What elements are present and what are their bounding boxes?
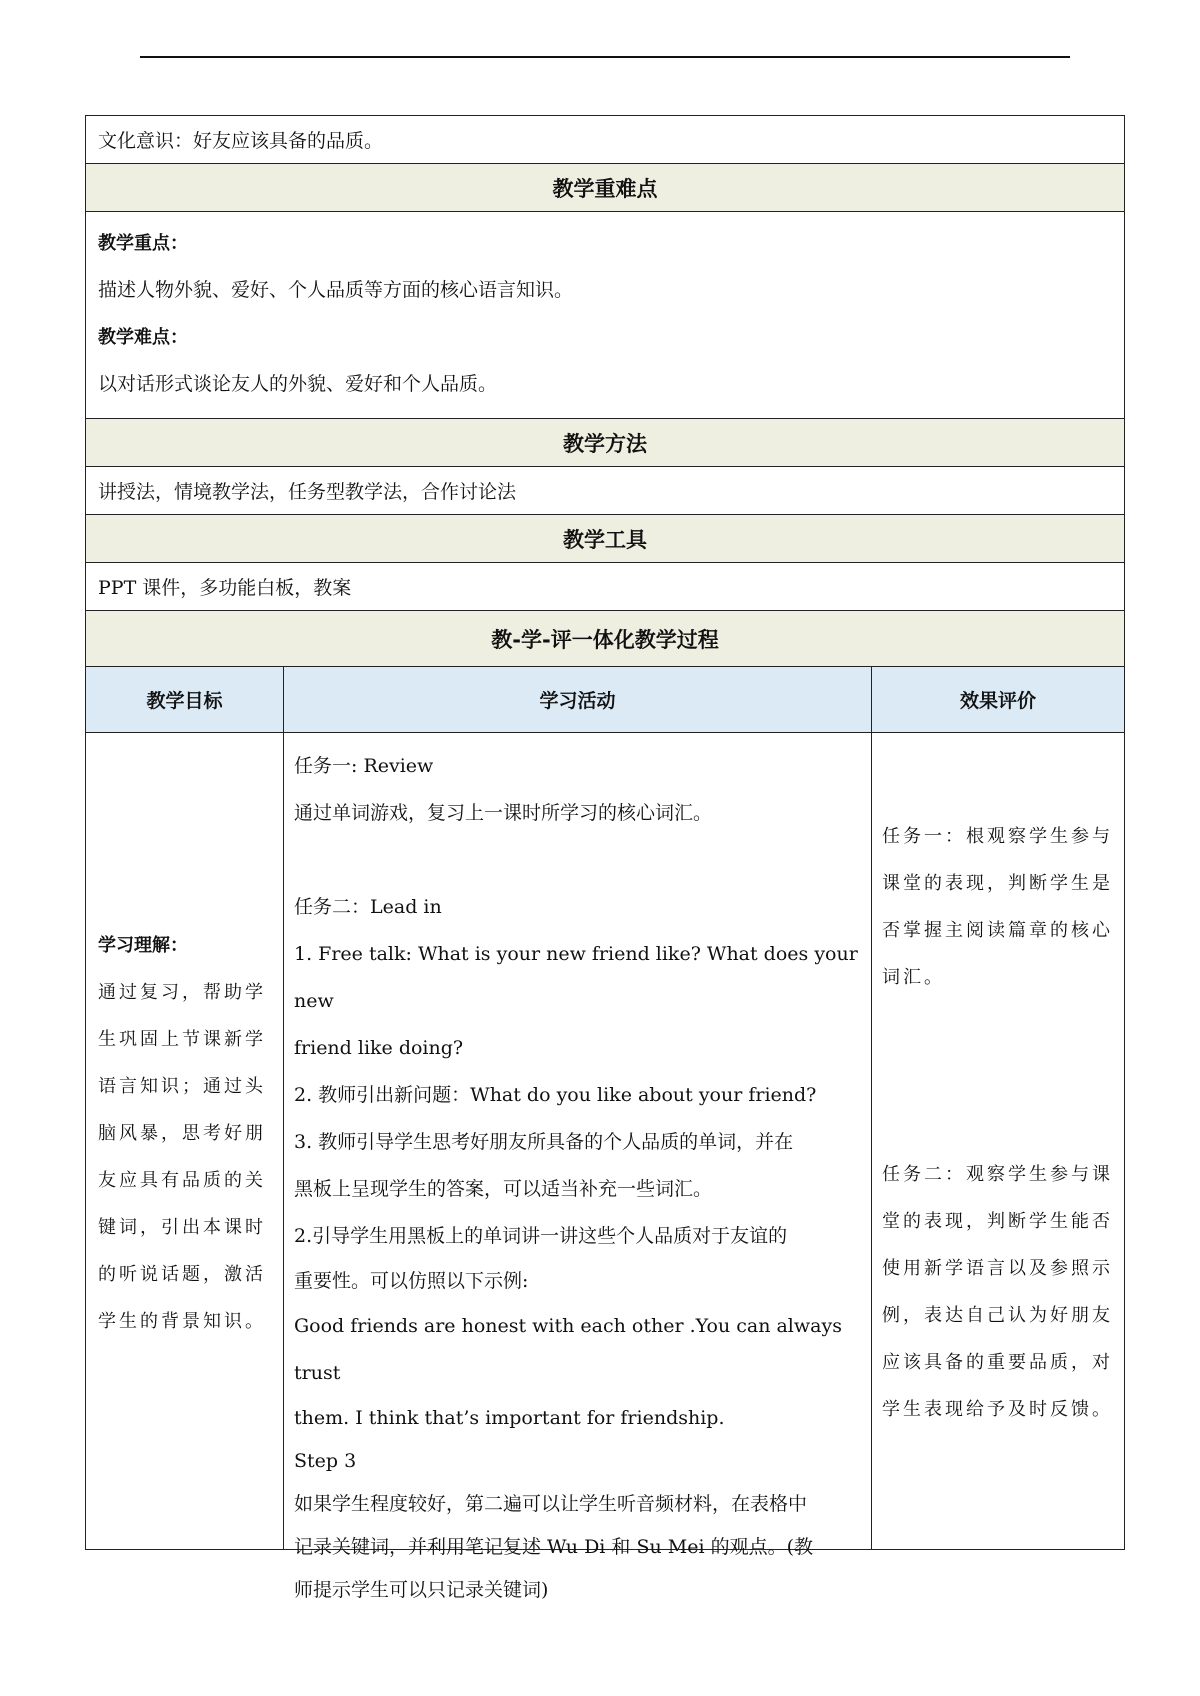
activity-line: Step 3 [294, 1450, 357, 1472]
methods-row [86, 467, 1124, 515]
tools-text: PPT 课件，多功能白板，教案 [98, 577, 352, 599]
activity-line: 2.引导学生用黑板上的单词讲一讲这些个人品质对于友谊的 [294, 1225, 788, 1247]
activity-line: 1. Free talk: What is your new friend like? What does your new [294, 943, 858, 1012]
focus-text: 描述人物外貌、爱好、个人品质等方面的核心语言知识。 [98, 279, 574, 301]
activity-line: 师提示学生可以只记录关键词) [294, 1579, 549, 1601]
activity-line: 任务二：Lead in [294, 896, 442, 918]
column-header-goal: 教学目标 [86, 667, 284, 732]
activity-line: 如果学生程度较好，第二遍可以让学生听音频材料，在表格中 [294, 1493, 808, 1515]
activity-line: friend like doing? [294, 1037, 464, 1059]
lesson-plan-table [85, 115, 1125, 1601]
difficulty-text: 以对话形式谈论友人的外貌、爱好和个人品质。 [98, 373, 498, 395]
activity-line: 3. 教师引导学生思考好朋友所具备的个人品质的单词，并在 [294, 1131, 794, 1153]
activity-line: 通过单词游戏，复习上一课时所学习的核心词汇。 [294, 802, 713, 824]
activity-line: them. I think that’s important for friendship. [294, 1407, 725, 1429]
difficulty-label: 教学难点： [98, 327, 188, 348]
methods-text: 讲授法，情境教学法，任务型教学法，合作讨论法 [98, 481, 517, 503]
tools-header: 教学工具 [86, 515, 1124, 563]
activity-line: Good friends are honest with each other .You can always trust [294, 1315, 842, 1384]
evaluation-task-2: 任务二：观察学生参与课堂的表现，判断学生能否使用新学语言以及参照示例，表达自己认为好朋友应该具备的重要品质，对学生表现给予及时反馈。 [882, 1164, 1113, 1420]
activity-line: 2. 教师引出新问题：What do you like about your friend? [294, 1084, 817, 1106]
goal-cell [86, 733, 284, 1549]
goal-text: 通过复习，帮助学生巩固上节课新学语言知识；通过头脑风暴，思考好朋友应具有品质的关键词，引出本课时的听说话题，激活学生的背景知识。 [98, 982, 266, 1332]
evaluation-task-1: 任务一：根观察学生参与课堂的表现，判断学生是否掌握主阅读篇章的核心词汇。 [882, 826, 1113, 988]
key-points-header: 教学重难点 [86, 164, 1124, 212]
key-points-block [86, 212, 1124, 419]
activity-line: 任务一: Review [294, 755, 434, 777]
activity-line: 重要性。可以仿照以下示例: [294, 1270, 529, 1292]
column-header-evaluation: 效果评价 [959, 690, 1036, 712]
goal-title: 学习理解： [98, 935, 188, 956]
activity-line: 黑板上呈现学生的答案，可以适当补充一些词汇。 [294, 1178, 713, 1200]
focus-label: 教学重点： [98, 233, 188, 254]
activity-line: 记录关键词，并利用笔记复述 Wu Di 和 Su Mei 的观点。(教 [294, 1536, 813, 1558]
activities-cell [284, 733, 872, 1601]
column-header-activities: 学习活动 [284, 667, 872, 732]
culture-text: 文化意识：好友应该具备的品质。 [98, 130, 384, 152]
process-body-row [86, 733, 1124, 1601]
methods-header: 教学方法 [86, 419, 1124, 467]
process-header: 教-学-评一体化教学过程 [86, 611, 1124, 667]
tools-row [86, 563, 1124, 611]
process-column-headers [86, 667, 1124, 733]
header-rule [140, 56, 1070, 58]
evaluation-cell [872, 733, 1124, 1549]
culture-row [86, 116, 1124, 164]
